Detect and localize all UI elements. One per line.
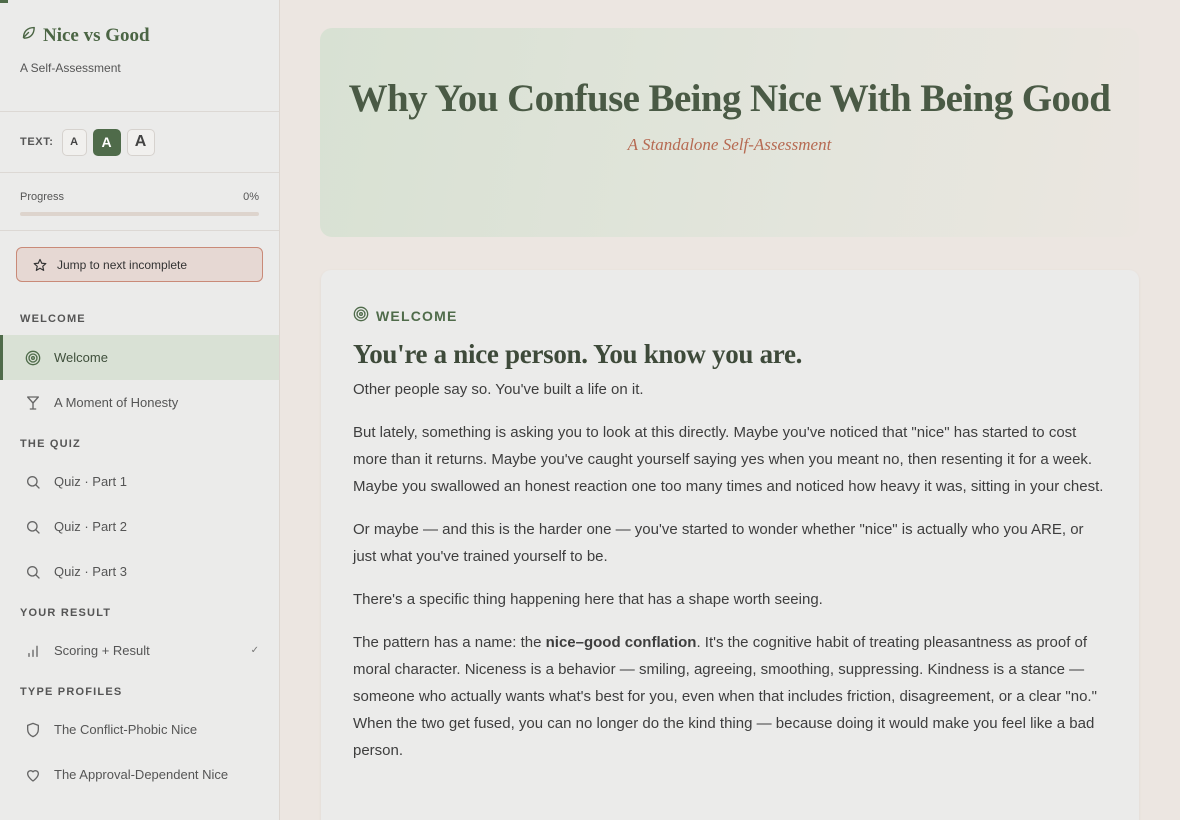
heart-icon [24, 766, 42, 784]
jump-next-incomplete-button[interactable] [16, 247, 263, 282]
glass-icon [24, 394, 42, 412]
paragraph-text: . It's the cognitive habit of treating pleasantness as proof of moral character. Niceness is a behavior — smiling, agreeing, smoothing, suppressing. Kindness is a stance — someone who actually wants what's best for you, even when that includes friction, disagreement, or a clear "no." When the two get fused, you can no longer do the kind thing — because doing it would make you feel like a bad person. [353, 634, 1097, 759]
target-icon [353, 306, 369, 325]
sidebar-item-label: Quiz · Part 3 [54, 564, 127, 579]
search-icon [24, 563, 42, 581]
sidebar-item-label: Quiz · Part 1 [54, 474, 127, 489]
brand-title-text: Nice vs Good [43, 24, 150, 46]
paragraph: But lately, something is asking you to look at this directly. Maybe you've noticed that "nice" has started to cost more than it returns. Maybe you've caught yourself saying yes when you meant no, then resenting it for a week. Maybe you swallowed an honest reaction one too many times and noticed how heavy it was, sitting in your chest. [353, 424, 1104, 495]
section-label-profiles: TYPE PROFILES [20, 686, 123, 698]
sidebar-item-moment-of-honesty[interactable] [0, 380, 279, 425]
leaf-icon [20, 24, 37, 47]
progress-label: Progress [20, 191, 65, 203]
sidebar [0, 0, 280, 820]
sidebar-item-label: A Moment of Honesty [54, 395, 179, 410]
brand-subtitle: A Self-Assessment [20, 61, 121, 75]
sidebar-item-conflict-phobic[interactable] [0, 707, 279, 752]
bar-chart-icon [24, 642, 42, 660]
search-icon [24, 518, 42, 536]
sidebar-item-label: Quiz · Part 2 [54, 519, 127, 534]
sidebar-item-quiz-part-1[interactable] [0, 459, 279, 504]
star-icon [31, 256, 49, 274]
target-icon [24, 349, 42, 367]
section-label-quiz: THE QUIZ [20, 438, 81, 450]
sidebar-item-welcome[interactable] [0, 335, 279, 380]
card-section-label [353, 306, 1107, 325]
card-label-text: WELCOME [376, 307, 458, 324]
paragraph: There's a specific thing happening here that has a shape worth seeing. [353, 591, 823, 608]
accent-bar [0, 0, 8, 3]
hero-banner [320, 28, 1139, 237]
brand-title[interactable] [20, 24, 259, 47]
page-title: Why You Confuse Being Nice With Being Good [348, 77, 1111, 120]
check-icon: ✓ [250, 645, 259, 656]
search-icon [24, 473, 42, 491]
paragraph [353, 629, 1107, 764]
text-size-small-button[interactable]: A [62, 129, 87, 156]
sidebar-item-label: The Approval-Dependent Nice [54, 767, 229, 782]
text-size-large-button[interactable]: A [127, 129, 155, 156]
paragraph: Other people say so. You've built a life on it. [353, 381, 644, 398]
page-subtitle: A Standalone Self-Assessment [627, 135, 832, 154]
sidebar-item-approval-dependent[interactable] [0, 752, 279, 797]
welcome-card [321, 270, 1139, 820]
sidebar-item-quiz-part-2[interactable] [0, 504, 279, 549]
sidebar-item-label: Welcome [54, 350, 108, 365]
shield-icon [24, 721, 42, 739]
progress-section [0, 173, 279, 231]
brand [0, 0, 279, 112]
text-size-label: TEXT: [20, 136, 54, 148]
term-highlight: nice–good conflation [545, 634, 697, 651]
jump-label: Jump to next incomplete [57, 257, 188, 272]
paragraph-text: The pattern has a name: the [353, 634, 546, 651]
section-label-welcome: WELCOME [20, 313, 86, 325]
text-size-medium-button[interactable]: A [93, 129, 121, 156]
sidebar-item-scoring-result[interactable] [0, 628, 279, 673]
paragraph: Or maybe — and this is the harder one — you've started to wonder whether "nice" is actually who you ARE, or just what you've trained yourself to be. [353, 521, 1084, 565]
sidebar-item-quiz-part-3[interactable] [0, 549, 279, 594]
text-size-control [0, 112, 279, 173]
card-heading: You're a nice person. You know you are. [353, 339, 803, 369]
sidebar-item-label: Scoring + Result [54, 643, 150, 658]
section-label-result: YOUR RESULT [20, 607, 112, 619]
sidebar-item-label: The Conflict-Phobic Nice [54, 722, 198, 737]
progress-bar [20, 212, 259, 216]
progress-value: 0% [243, 191, 259, 203]
